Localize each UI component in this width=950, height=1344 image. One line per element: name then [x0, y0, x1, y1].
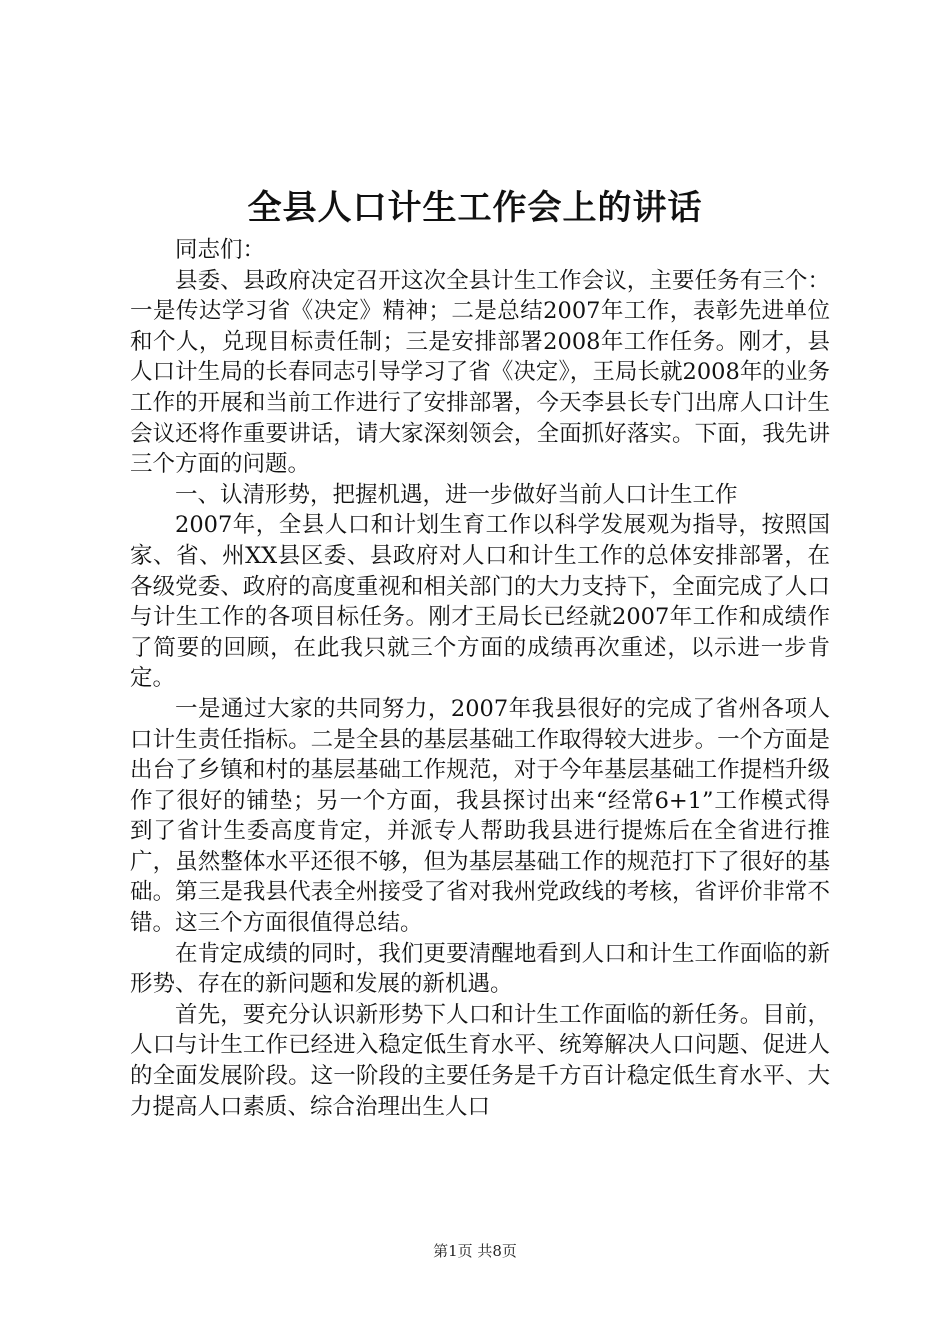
page-title: 全县人口计生工作会上的讲话 [247, 188, 703, 228]
document-body [130, 235, 830, 1122]
page-number-footer: 第1页 共8页 [433, 1242, 517, 1260]
intro-paragraph: 县委、县政府决定召开这次全县计生工作会议，主要任务有三个：一是传达学习省《决定》精神；二是总结2007年工作，表彰先进单位和个人，兑现目标责任制；三是安排部署2008年工作任务。刚才，县人口计生局的长春同志引导学习了省《决定》，王局长就2008年的业务工作的开展和当前工作进行了安排部署，今天李县长专门出席人口计生会议还将作重要讲话，请大家深刻领会，全面抓好落实。下面，我先讲三个方面的问题。 [130, 267, 830, 478]
greeting-paragraph: 同志们： [175, 237, 266, 263]
body-paragraph: 首先，要充分认识新形势下人口和计生工作面临的新任务。目前，人口与计生工作已经进入稳定低生育水平、统筹解决人口问题、促进人的全面发展阶段。这一阶段的主要任务是千方百计稳定低生育水平、大力提高人口素质、综合治理出生人口 [130, 1001, 830, 1120]
body-paragraph: 2007年，全县人口和计划生育工作以科学发展观为指导，按照国家、省、州XX县区委、县政府对人口和计生工作的总体安排部署，在各级党委、政府的高度重视和相关部门的大力支持下，全面完成了人口与计生工作的各项目标任务。刚才王局长已经就2007年工作和成绩作了简要的回顾，在此我只就三个方面的成绩再次重述，以示进一步肯定。 [130, 512, 830, 692]
section-heading: 一、认清形势，把握机遇，进一步做好当前人口计生工作 [175, 481, 738, 508]
body-paragraph: 一是通过大家的共同努力，2007年我县很好的完成了省州各项人口计生责任指标。二是全县的基层基础工作取得较大进步。一个方面是出台了乡镇和村的基层基础工作规范，对于今年基层基础工作提档升级作了很好的铺垫；另一个方面，我县探讨出来“经常6+1”工作模式得到了省计生委高度肯定，并派专人帮助我县进行提炼后在全省进行推广，虽然整体水平还很不够，但为基层基础工作的规范打下了很好的基础。第三是我县代表全州接受了省对我州党政线的考核，省评价非常不错。这三个方面很值得总结。 [130, 695, 830, 937]
body-paragraph: 在肯定成绩的同时，我们更要清醒地看到人口和计生工作面临的新形势、存在的新问题和发展的新机遇。 [130, 940, 830, 998]
